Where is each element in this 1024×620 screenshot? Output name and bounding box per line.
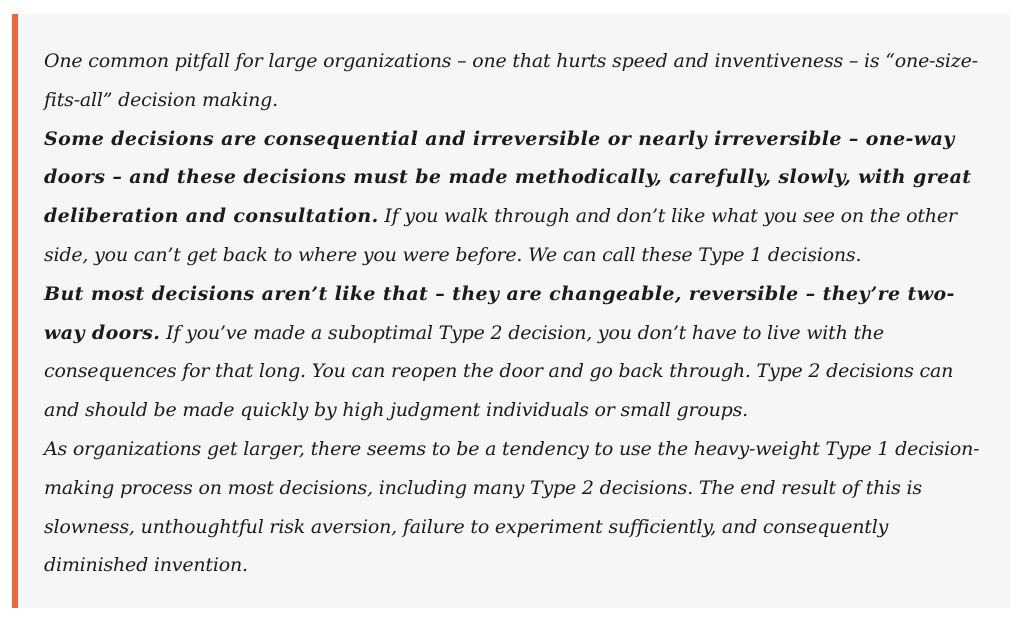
quote-paragraph-2-emphasis: Some decisions are consequential and irreversible or nearly irreversible – one-way doors – and these decisions must be made methodically, carefully, slowly, with great deliberation and consultation. [44,127,972,228]
quote-paragraph-4-text: As organizations get larger, there seems to be a tendency to use the heavy-weight Type 1 decision-making process on most decisions, including many Type 2 decisions. The end result of this is slowness, unthoughtful risk aversion, failure to experiment sufficiently, and consequently diminished invention. [44,437,980,577]
quote-paragraph-4 [44,430,994,585]
quote-paragraph-3-text: If you’ve made a suboptimal Type 2 decision, you don’t have to live with the consequences for that long. You can reopen the door and go back through. Type 2 decisions can and should be made quickly by high judgment individuals or small groups. [44,321,954,422]
quote-paragraph-3-emphasis: But most decisions aren’t like that – they are changeable, reversible – they’re two-way doors. [44,282,955,344]
quote-body [44,42,994,585]
quote-paragraph-1 [44,42,994,120]
quote-paragraph-3 [44,275,994,430]
quote-paragraph-1-text: One common pitfall for large organizations – one that hurts speed and inventiveness – is “one-size-fits-all” decision making. [44,50,978,111]
quote-paragraph-2-text: If you walk through and don’t like what you see on the other side, you can’t get back to where you were before. We can call these Type 1 decisions. [44,205,957,266]
quote-paragraph-2 [44,120,994,275]
quote-accent-bar [12,14,18,608]
blockquote [12,14,1010,608]
